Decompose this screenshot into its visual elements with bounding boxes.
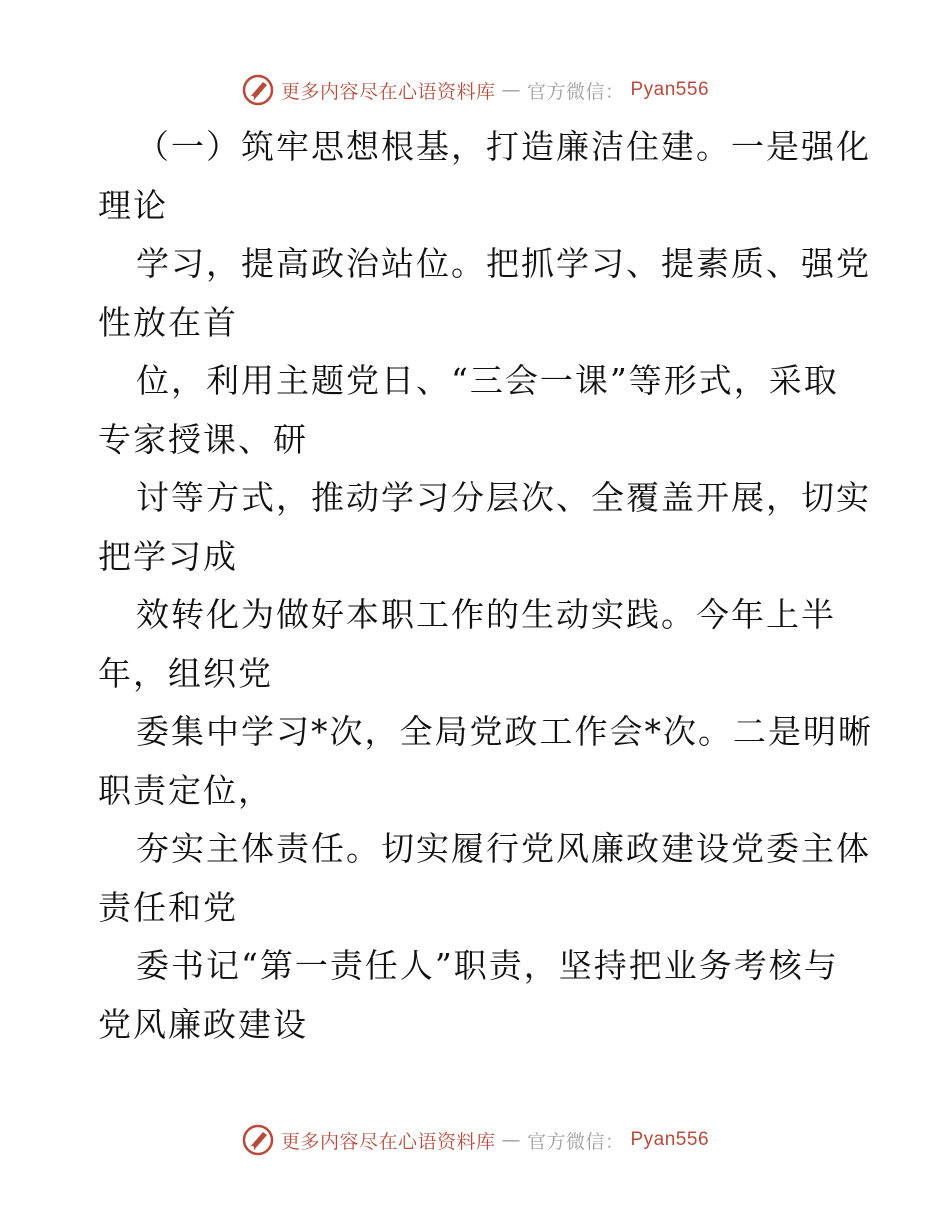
watermark-wechat-id: Pyan556 bbox=[630, 1129, 710, 1150]
text-line: 讨等方式，推动学习分层次、全覆盖开展，切实 bbox=[136, 478, 871, 517]
text-line: 职责定位， bbox=[98, 770, 273, 810]
text-line: 党风廉政建设 bbox=[98, 1004, 308, 1044]
footer-watermark bbox=[0, 1120, 950, 1160]
watermark-dash: — bbox=[501, 79, 521, 101]
text-line: 性放在首 bbox=[98, 302, 238, 342]
text-line: 位，利用主题党日、“三会一课”等形式，采取 bbox=[136, 361, 839, 400]
watermark-official-text: 官方微信： bbox=[526, 1130, 625, 1153]
text-line: 效转化为做好本职工作的生动实践。今年上半 bbox=[136, 595, 836, 634]
watermark-dash: — bbox=[501, 1129, 521, 1151]
text-line: （一）筑牢思想根基，打造廉洁住建。一是强化 bbox=[136, 127, 871, 166]
text-line: 把学习成 bbox=[98, 536, 238, 576]
text-line: 学习，提高政治站位。把抓学习、提素质、强党 bbox=[136, 244, 871, 283]
watermark-site-text: 更多内容尽在心语资料库 bbox=[280, 80, 496, 103]
watermark-official-text: 官方微信： bbox=[526, 80, 625, 103]
text-line: 责任和党 bbox=[98, 887, 238, 927]
text-line: 夯实主体责任。切实履行党风廉政建设党委主体 bbox=[136, 829, 871, 868]
text-line: 委书记“第一责任人”职责，坚持把业务考核与 bbox=[136, 946, 839, 985]
pen-logo-icon bbox=[241, 1123, 275, 1157]
document-body bbox=[98, 118, 873, 1054]
pen-logo-icon bbox=[241, 73, 275, 107]
header-watermark bbox=[0, 70, 950, 110]
text-line: 委集中学习*次，全局党政工作会*次。二是明晰 bbox=[136, 712, 873, 751]
text-line: 理论 bbox=[98, 185, 168, 225]
text-line: 专家授课、研 bbox=[98, 419, 308, 459]
text-line: 年，组织党 bbox=[98, 653, 273, 693]
watermark-wechat-id: Pyan556 bbox=[630, 79, 710, 100]
watermark-site-text: 更多内容尽在心语资料库 bbox=[280, 1130, 496, 1153]
